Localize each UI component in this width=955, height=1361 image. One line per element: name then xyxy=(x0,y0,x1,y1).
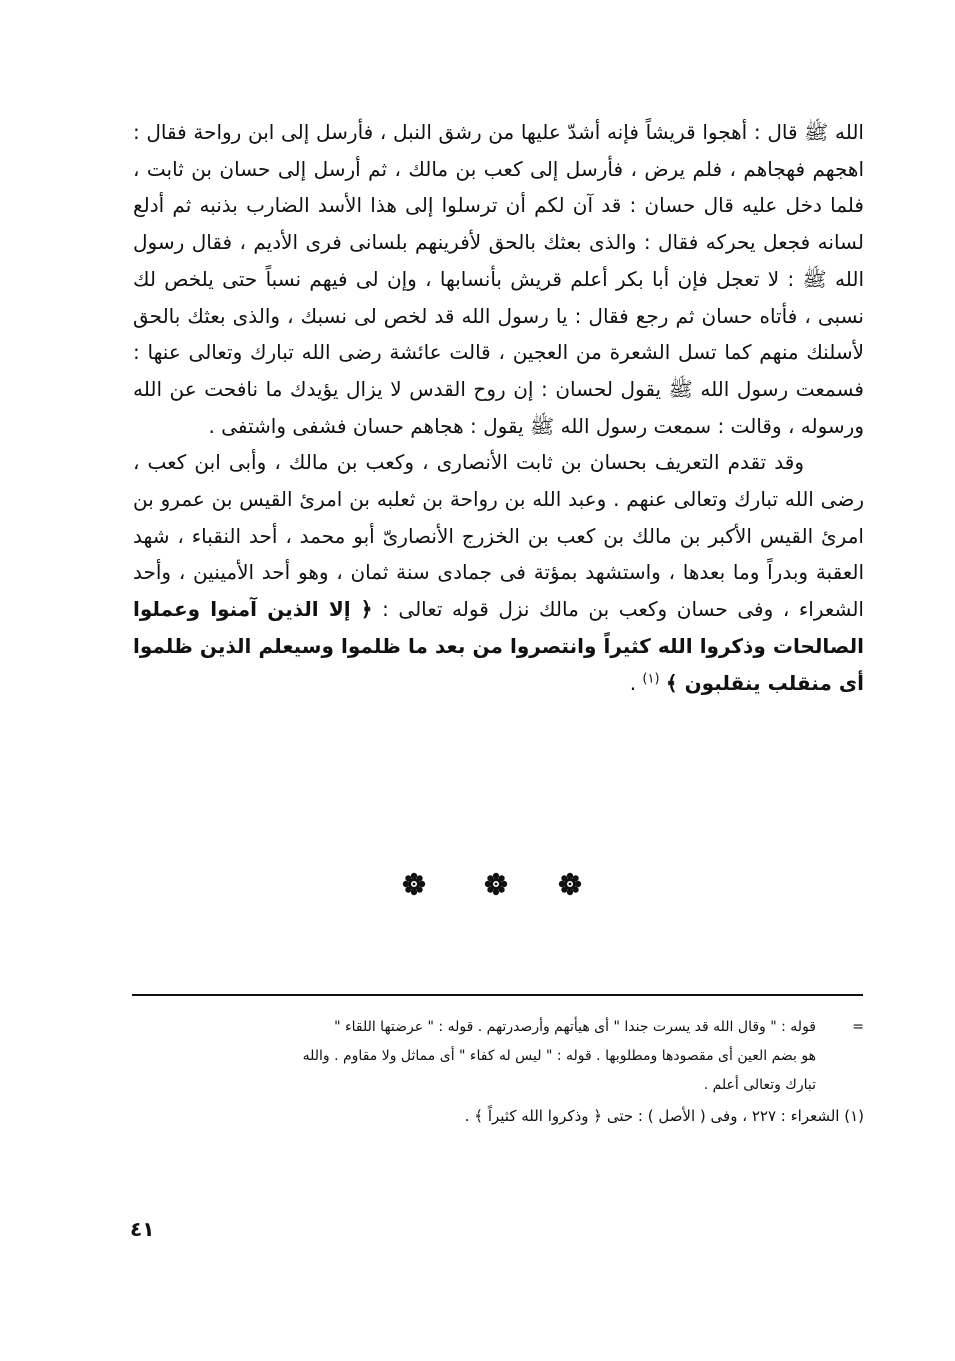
footnote-1: (١) الشعراء : ٢٢٧ ، وفى ( الأصل ) : حتى ﴿ وذكروا الله كثيراً ﴾ . xyxy=(464,1107,864,1125)
footnote-text: تبارك وتعالى أعلم . xyxy=(703,1077,816,1093)
section-divider xyxy=(0,872,955,906)
paragraph: الله ﷺ قال : أهجوا قريشاً فإنه أشدّ عليها من رشق النبل ، فأرسل إلى ابن رواحة فقال : اهجهم فهجاهم ، فلم يرض ، فأرسل إلى كعب بن مالك ، ثم أرسل إلى حسان بن ثابت ، فلما دخل عليه قال حسان : قد آن لكم أن ترسلوا إلى هذا الأسد الضارب بذنبه ثم أدلع لسانه فجعل يحركه فقال : والذى بعثك بالحق لأفرينهم بلسانى فرى الأديم ، فقال رسول الله ﷺ : لا تعجل فإن أبا بكر أعلم قريش بأنسابها ، وإن لى فيهم نسباً حتى يلخص لك نسبى ، فأتاه حسان ثم رجع فقال : يا رسول الله قد لخص لى نسبك ، والذى بعثك بالحق لأسلنك منهم كما تسل الشعرة من العجين ، قالت عائشة رضى الله تبارك وتعالى عنها : فسمعت رسول الله ﷺ يقول لحسان : إن روح القدس لا يزال يؤيدك ما نافحت عن الله ورسوله ، وقالت : سمعت رسول الله ﷺ يقول : هجاهم حسان فشفى واشتفى . xyxy=(133,120,864,438)
flower-ornament-icon xyxy=(558,872,582,896)
flower-ornament-icon xyxy=(402,872,426,896)
paragraph-text: وقد تقدم التعريف بحسان بن ثابت الأنصارى ، وكعب بن مالك ، وأبى ابن كعب ، رضى الله تبارك وتعالى عنهم . وعبد الله بن رواحة بن ثعلبه بن امرئ القيس بن عمرو بن امرئ القيس الأكبر بن مالك بن كعب بن الخزرج الأنصارىّ أبو محمد ، أحد النقباء ، شهد العقبة وبدراً وما بعدها ، واستشهد بمؤتة فى جمادى سنة ثمان ، وهو أحد الأمينين ، وأحد الشعراء ، وفى حسان وكعب بن مالك نزل قوله تعالى : xyxy=(133,450,864,622)
footnote-continuation-line xyxy=(133,1013,864,1042)
verse-end: . xyxy=(629,670,643,695)
continuation-mark: = xyxy=(852,1019,864,1035)
main-text xyxy=(133,114,864,701)
footnote-reference: (١) xyxy=(642,670,660,686)
footnote-text: قوله : " وقال الله قد يسرت جندا " أى هيأتهم وأرصدرتهم . قوله : " عرضتها اللقاء " xyxy=(334,1019,816,1035)
page-number: ٤١ xyxy=(130,1217,155,1241)
footnotes xyxy=(133,1013,864,1131)
quran-verse: ﴿ إلا الذين آمنوا وعملوا الصالحات وذكروا الله كثيراً وانتصروا من بعد ما ظلموا وسيعلم الذين ظلموا أى منقلب ينقلبون ﴾ xyxy=(133,597,864,695)
footnote-text: هو بضم العين أى مقصودها ومطلوبها . قوله : " ليس له كفاء " أى مماثل ولا مقاوم . والله xyxy=(302,1048,816,1064)
flower-ornament-icon xyxy=(484,872,508,896)
paragraph xyxy=(133,444,864,701)
footnote-separator xyxy=(132,994,863,996)
